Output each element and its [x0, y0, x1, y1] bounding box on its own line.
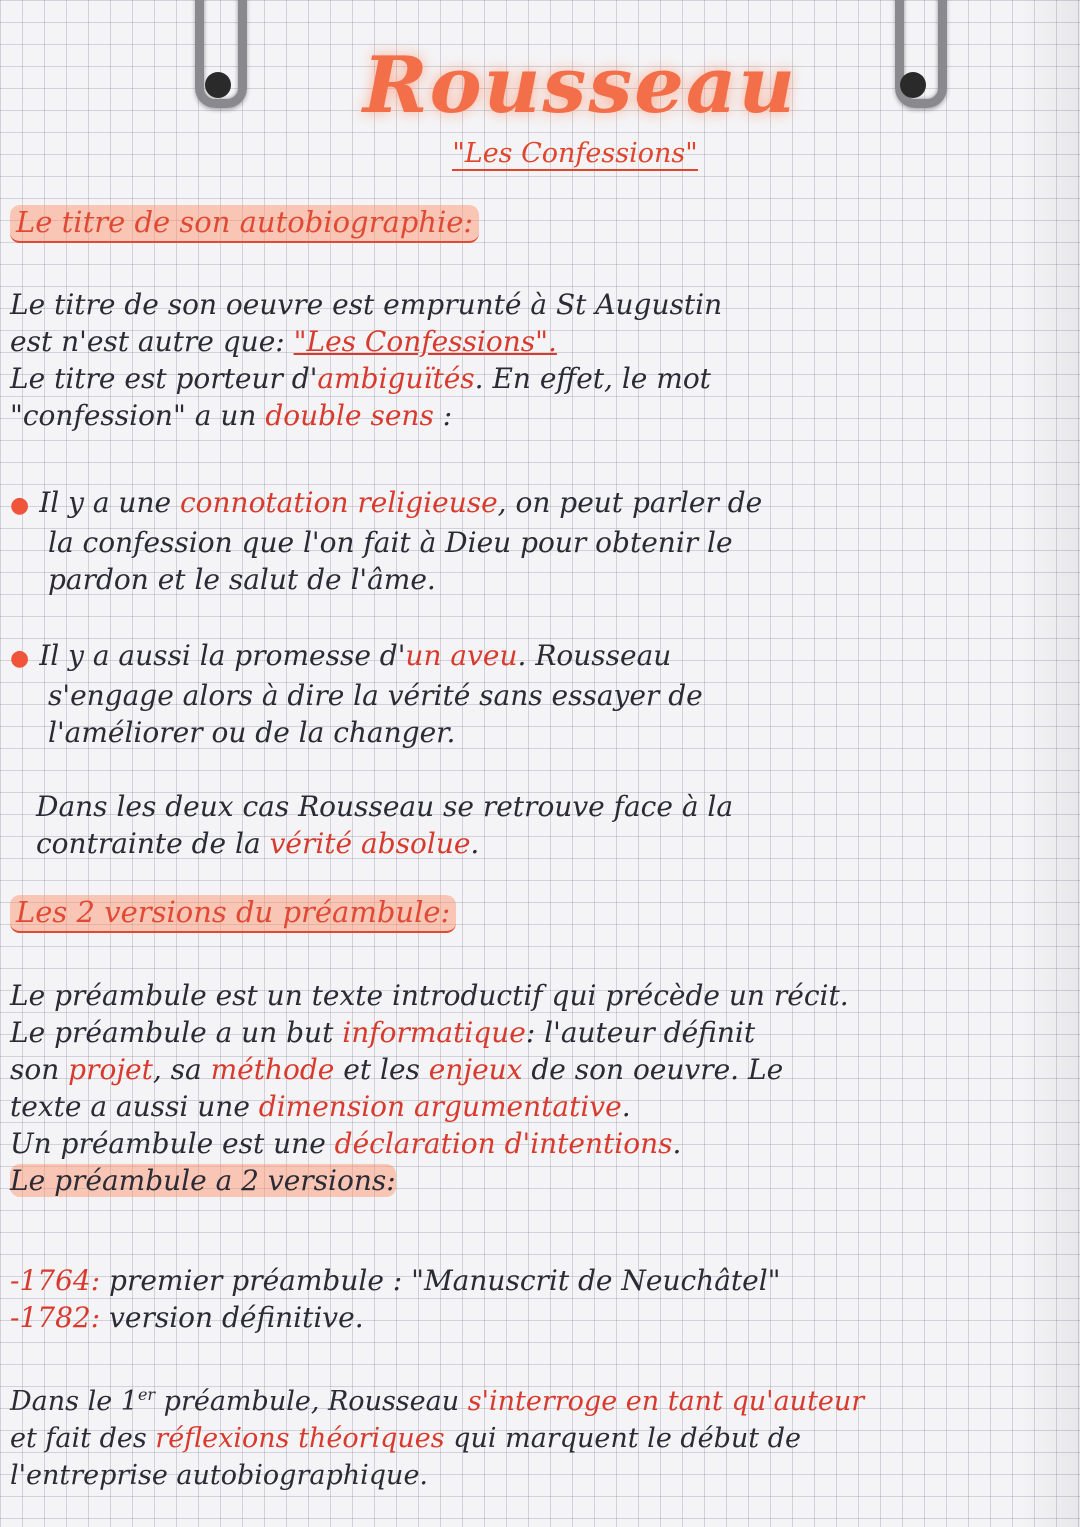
paragraph-preamble-definition: Le préambule est un texte introductif qui précède un récit. Le préambule a un but informatique: l'auteur définit son projet, sa méthode et les enjeux de son oeuvre. Le texte a aussi une dimension argumentative. Un préambule est une déclaration d'intentions. Le préambule a 2 versions:: [10, 979, 849, 1197]
bullet-religious-connotation: ● Il y a une connotation religieuse, on peut parler de la confession que l'on fait à Dieu pour obtenir le pardon et le salut de l'âme.: [10, 484, 762, 598]
page-title: Rousseau: [362, 40, 798, 131]
section-heading-preamble: Les 2 versions du préambule:: [10, 895, 456, 929]
list-item: -1764: premier préambule : "Manuscrit de Neuchâtel": [10, 1264, 781, 1297]
binder-hole-left: [205, 72, 231, 98]
paragraph-first-preamble: Dans le 1er préambule, Rousseau s'interroge en tant qu'auteur et fait des réflexions théoriques qui marquent le début de l'entreprise autobiographique.: [10, 1385, 865, 1491]
binder-hole-right: [900, 72, 926, 98]
section-heading-title: Le titre de son autobiographie:: [10, 205, 479, 239]
preamble-version-list: [10, 1262, 781, 1336]
list-item: -1782: version définitive.: [10, 1301, 364, 1334]
page-subtitle: "Les Confessions": [452, 138, 698, 169]
page-shadow: [1020, 0, 1080, 1527]
bullet-confession-promise: ● Il y a aussi la promesse d'un aveu. Rousseau s'engage alors à dire la vérité sans essayer de l'améliorer ou de la changer.: [10, 637, 703, 751]
paragraph-title-origin: Le titre de son oeuvre est emprunté à St Augustin est n'est autre que: "Les Confessions". Le titre est porteur d'ambiguïtés. En effet, le mot "confession" a un double sens :: [10, 288, 723, 432]
paragraph-absolute-truth: Dans les deux cas Rousseau se retrouve face à la contrainte de la vérité absolue.: [36, 790, 734, 860]
